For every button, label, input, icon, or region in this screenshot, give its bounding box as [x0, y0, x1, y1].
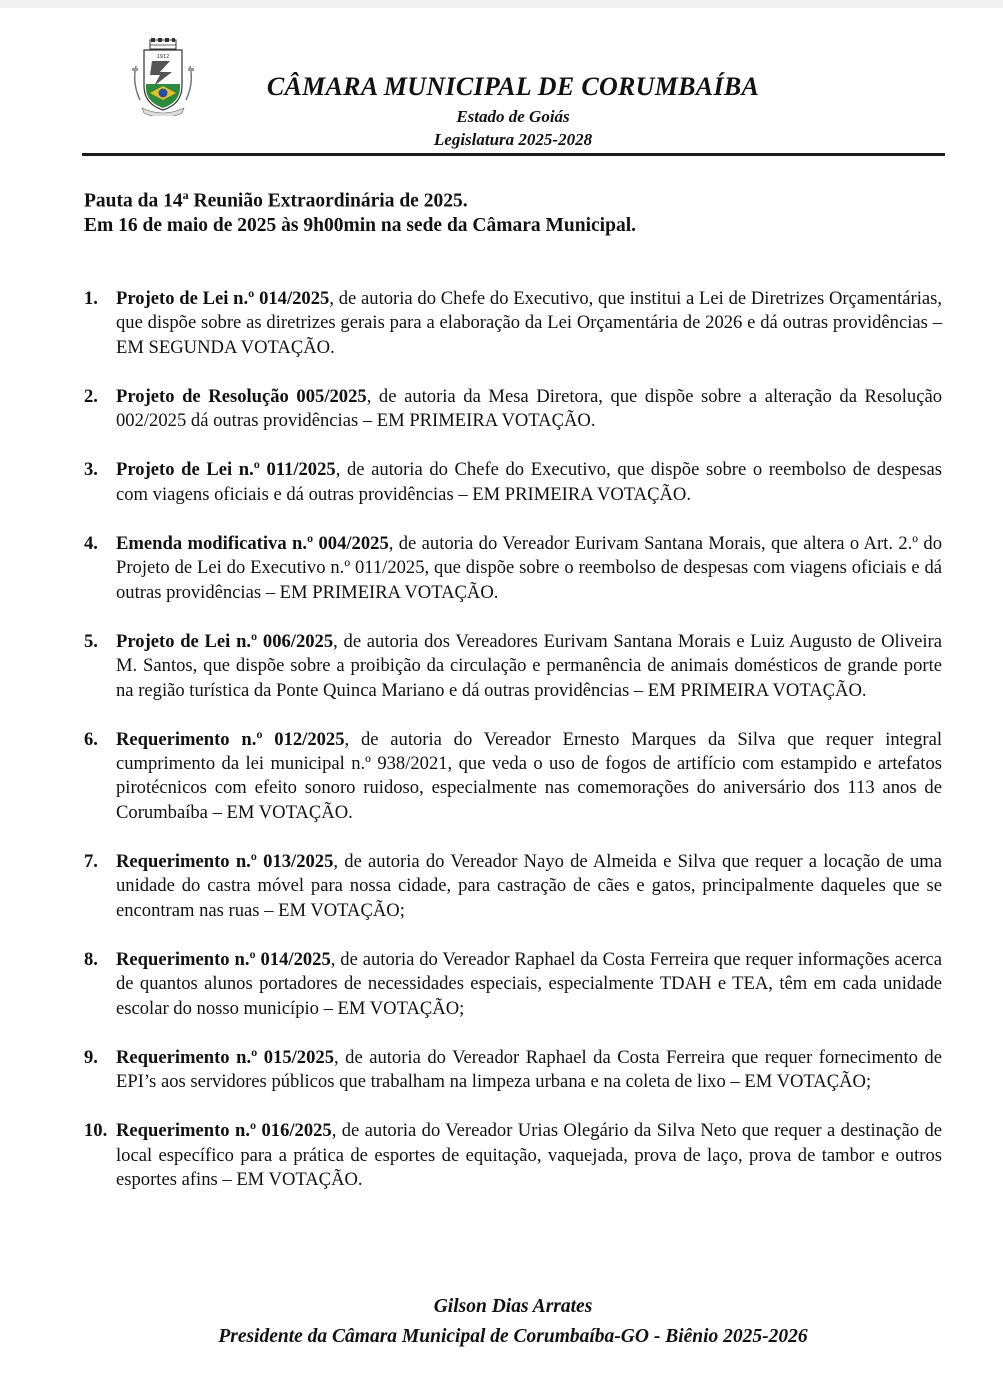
- item-title: Projeto de Lei n.º 006/2025: [116, 630, 334, 652]
- item-number: 5.: [84, 630, 98, 652]
- item-title: Projeto de Resolução 005/2025: [116, 385, 367, 407]
- item-number: 7.: [84, 851, 98, 873]
- item-number: 2.: [84, 385, 98, 407]
- item-description: , de autoria do Vereador Urias Olegário da Silva Neto que requer a destinação de local específico para a prática de esportes de equitação, vaquejada, prova de laço, prova de tambor e outros esportes afins – EM VOTAÇÃO.: [116, 1120, 942, 1191]
- item-number: 1.: [84, 288, 98, 309]
- agenda-item: [84, 948, 942, 1021]
- item-description: , de autoria do Vereador Raphael da Costa Ferreira que requer fornecimento de EPI’s aos servidores públicos que trabalham na limpeza urbana e na coleta de lixo – EM VOTAÇÃO;: [116, 1046, 942, 1093]
- item-description: , de autoria do Chefe do Executivo, que institui a Lei de Diretrizes Orçamentárias, que dispõe sobre as diretrizes gerais para a elaboração da Lei Orçamentária de 2026 e dá outras providências – EM SEGUNDA VOTAÇÃO.: [116, 288, 942, 358]
- item-title: Requerimento n.º 012/2025: [116, 728, 345, 750]
- item-description: , de autoria da Mesa Diretora, que dispõe sobre a alteração da Resolução 002/2025 dá outras providências – EM PRIMEIRA VOTAÇÃO.: [116, 385, 943, 432]
- item-number: 8.: [84, 948, 98, 970]
- agenda-item: [84, 630, 942, 703]
- item-description: , de autoria do Vereador Ernesto Marques da Silva que requer integral cumprimento da lei municipal n.º 938/2021, que veda o uso de fogos de artifício com estampido e artefatos pirotécnicos com efeito sonoro ruidoso, especialmente nas comemorações do aniversário dos 113 anos de Corumbaíba – EM VOTAÇÃO.: [116, 728, 942, 823]
- item-title: Projeto de Lei n.º 011/2025: [116, 459, 336, 481]
- agenda-item: [84, 385, 942, 434]
- svg-text:1912: 1912: [156, 54, 170, 60]
- item-title: Requerimento n.º 016/2025: [116, 1120, 332, 1142]
- item-title: Requerimento n.º 013/2025: [116, 851, 334, 873]
- agenda-item: [84, 287, 942, 360]
- item-number: 4.: [84, 533, 98, 555]
- item-description: , de autoria do Vereador Eurivam Santana Morais, que altera o Art. 2.º do Projeto de Lei do Executivo n.º 011/2025, que dispõe sobre o reembolso de despesas com viagens oficiais e dá outras providências – EM PRIMEIRA VOTAÇÃO.: [116, 533, 942, 603]
- signatory-role: Presidente da Câmara Municipal de Corumbaíba-GO - Biênio 2025-2026: [218, 1326, 808, 1347]
- agenda-item: [84, 850, 942, 923]
- legislature-subtitle: Legislatura 2025-2028: [433, 130, 593, 149]
- item-title: Projeto de Lei n.º 014/2025: [116, 288, 330, 309]
- agenda-item: [84, 458, 942, 507]
- agenda-title-line: Pauta da 14$^a$ Reunião Extraordinária de 2025.: [84, 188, 468, 212]
- agenda-item: [84, 1046, 942, 1095]
- agenda-item: [84, 728, 942, 825]
- item-number: 3.: [84, 459, 98, 481]
- state-subtitle: Estado de Goiás: [456, 107, 570, 126]
- item-description: , de autoria do Vereador Raphael da Costa Ferreira que requer informações acerca de quantos alunos portadores de necessidades especiais, especialmente TDAH e TEA, têm em cada unidade escolar do nosso município – EM VOTAÇÃO;: [116, 948, 942, 1019]
- agenda-date-line: Em 16 de maio de 2025 às 9h00min na sede da Câmara Municipal.: [84, 214, 636, 236]
- agenda-item: [84, 532, 942, 605]
- agenda-item: [84, 1119, 942, 1192]
- item-number: 6.: [84, 728, 98, 750]
- chamber-title: CÂMARA MUNICIPAL DE CORUMBAÍBA: [266, 72, 760, 101]
- item-title: Emenda modificativa n.º 004/2025: [116, 533, 389, 555]
- header-divider: [82, 153, 945, 156]
- item-description: , de autoria do Chefe do Executivo, que dispõe sobre o reembolso de despesas com viagens oficiais e dá outras providências – EM PRIMEIRA VOTAÇÃO.: [116, 459, 942, 505]
- item-number: 9.: [84, 1046, 98, 1068]
- signatory-name: Gilson Dias Arrates: [433, 1296, 593, 1317]
- item-title: Requerimento n.º 014/2025: [116, 948, 331, 970]
- item-title: Requerimento n.º 015/2025: [116, 1046, 334, 1068]
- item-number: 10.: [84, 1120, 108, 1142]
- agenda-heading: [84, 183, 944, 238]
- item-description: , de autoria dos Vereadores Eurivam Santana Morais e Luiz Augusto de Oliveira M. Santos, que dispõe sobre a proibição da circulação e permanência de animais domésticos de grande porte na região turística da Ponte Quinca Mariano e dá outras providências – EM PRIMEIRA VOTAÇÃO.: [116, 630, 942, 701]
- item-description: , de autoria do Vereador Nayo de Almeida e Silva que requer a locação de uma unidade do castra móvel para nossa cidade, para castração de cães e gatos, principalmente daqueles que se encontram nas ruas – EM VOTAÇÃO;: [116, 851, 942, 921]
- agenda-items-list: [84, 287, 942, 1217]
- page-top-band: [0, 0, 1003, 8]
